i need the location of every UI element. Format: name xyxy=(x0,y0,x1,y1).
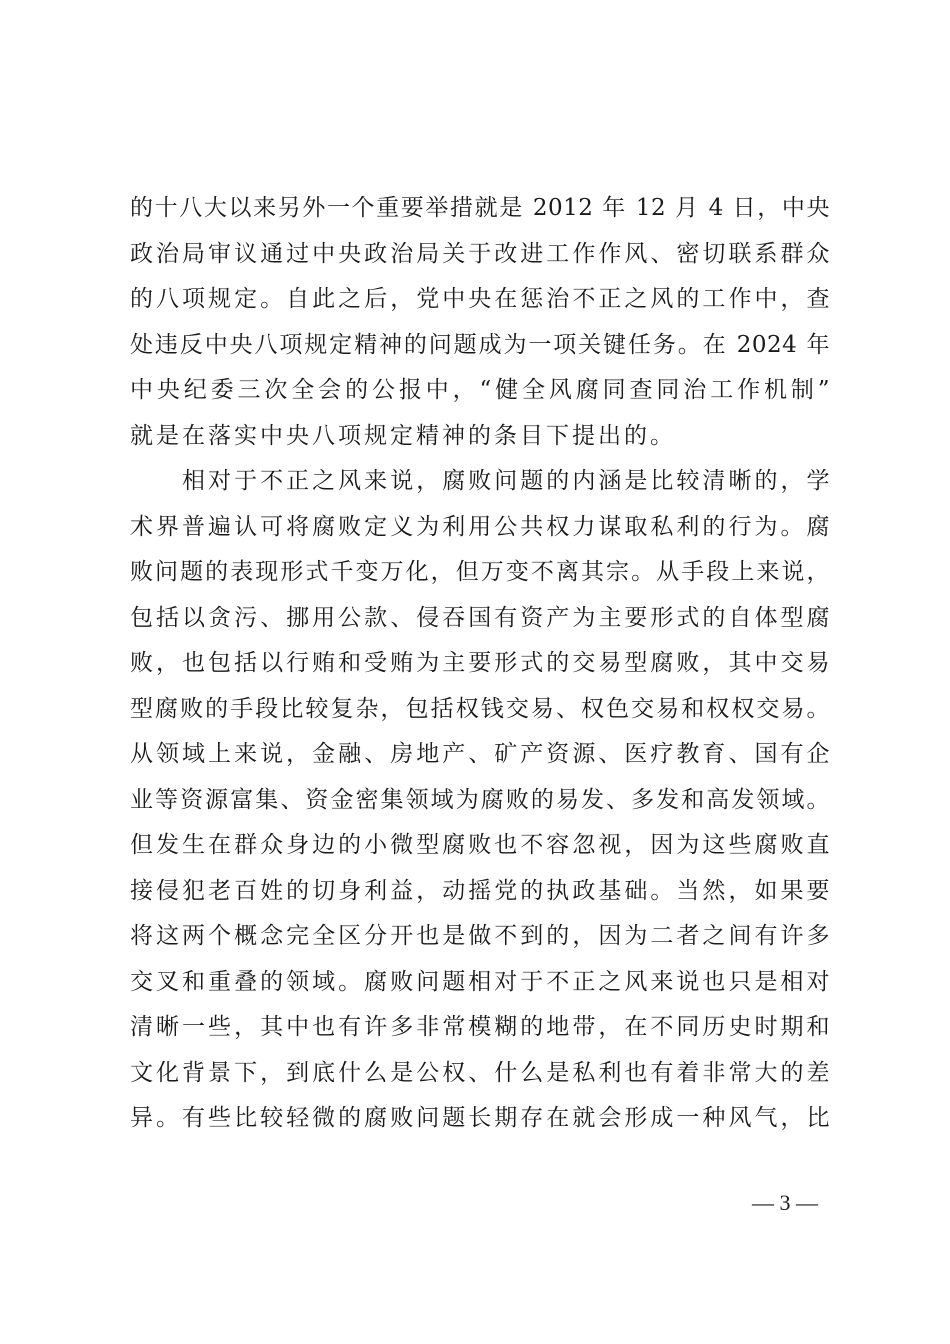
text-line: 清晰一些，其中也有许多非常模糊的地带，在不同历史时期和 xyxy=(130,1014,830,1040)
text-line: 从领域上来说，金融、房地产、矿产资源、医疗教育、国有企 xyxy=(130,741,830,767)
text-line: 就是在落实中央八项规定精神的条目下提出的。 xyxy=(130,422,676,449)
text-line: 包括以贪污、挪用公款、侵吞国有资产为主要形式的自体型腐 xyxy=(130,604,830,631)
text-line: 的八项规定。自此之后，党中央在惩治不正之风的工作中，查 xyxy=(130,286,830,312)
text-line: 接侵犯老百姓的切身利益，动摇党的执政基础。当然，如果要 xyxy=(130,877,830,904)
body-text xyxy=(130,186,830,1142)
text-line: 处违反中央八项规定精神的问题成为一项关键任务。在 2024 年 xyxy=(130,331,830,358)
text-line: 术界普遍认可将腐败定义为利用公共权力谋取私利的行为。腐 xyxy=(130,513,830,540)
text-line: 中央纪委三次全会的公报中，“健全风腐同查同治工作机制” xyxy=(130,377,830,403)
text-line: 但发生在群众身边的小微型腐败也不容忽视，因为这些腐败直 xyxy=(130,832,830,858)
text-line: 的十八大以来另外一个重要举措就是 2012 年 12 月 4 日，中央 xyxy=(130,195,830,221)
text-line: 败问题的表现形式千变万化，但万变不离其宗。从手段上来说， xyxy=(130,559,830,585)
text-line: 政治局审议通过中央政治局关于改进工作作风、密切联系群众 xyxy=(130,240,830,267)
text-line: 异。有些比较轻微的腐败问题长期存在就会形成一种风气，比 xyxy=(130,1105,830,1131)
text-line: 相对于不正之风来说，腐败问题的内涵是比较清晰的，学 xyxy=(130,468,830,494)
text-line: 败，也包括以行贿和受贿为主要形式的交易型腐败，其中交易 xyxy=(130,650,830,676)
text-line: 将这两个概念完全区分开也是做不到的，因为二者之间有许多 xyxy=(130,923,830,949)
text-line: 型腐败的手段比较复杂，包括权钱交易、权色交易和权权交易。 xyxy=(130,695,830,722)
text-line: 业等资源富集、资金密集领域为腐败的易发、多发和高发领域。 xyxy=(130,786,830,813)
text-line: 交叉和重叠的领域。腐败问题相对于不正之风来说也只是相对 xyxy=(130,968,830,995)
text-line: 文化背景下，到底什么是公权、什么是私利也有着非常大的差 xyxy=(130,1059,830,1086)
page-number: — 3 — xyxy=(752,1190,818,1215)
